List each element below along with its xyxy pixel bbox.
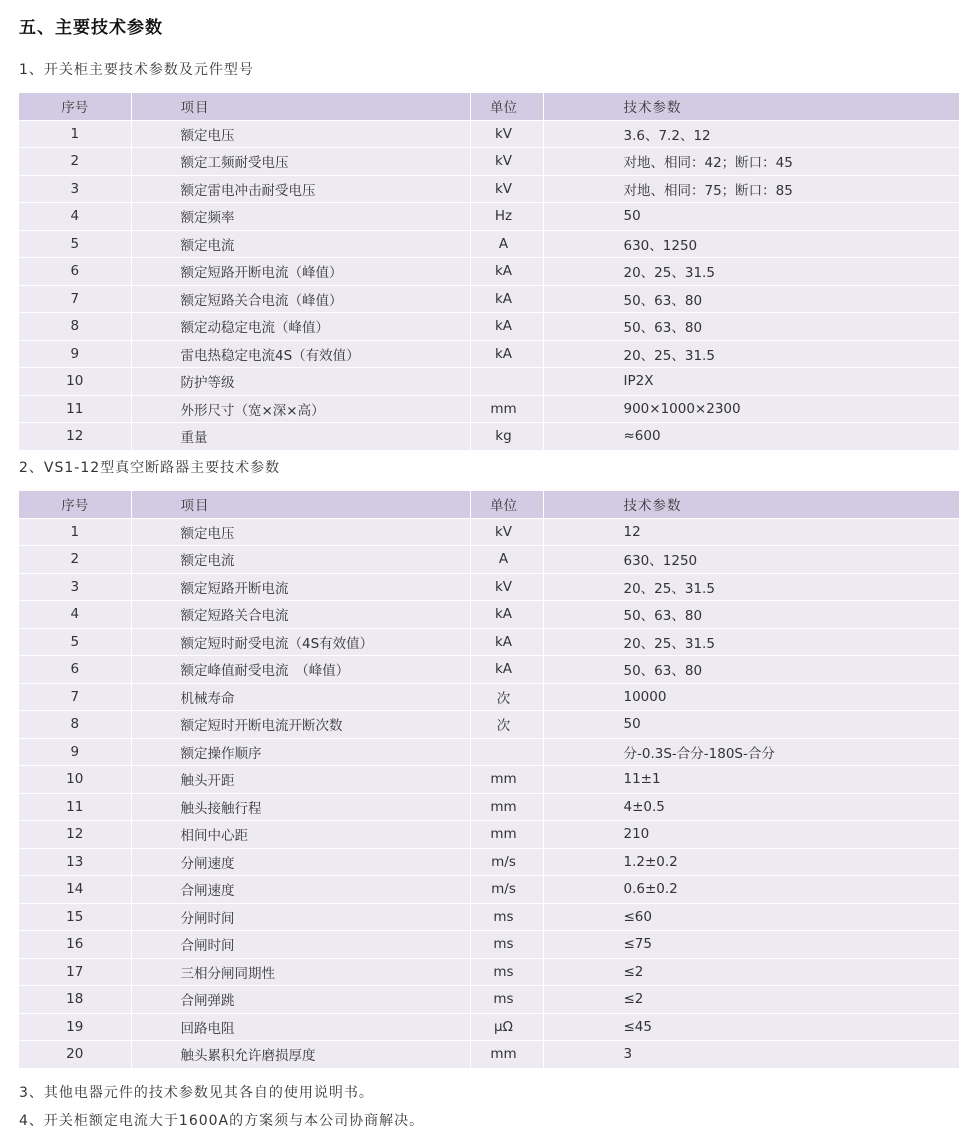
row-item: 额定电压 [131,518,470,546]
row-no: 11 [19,793,131,821]
table-header-row [19,491,959,518]
page-heading: 五、主要技术参数 [19,18,163,38]
row-param: 50、63、80 [543,656,959,684]
table-row [19,958,959,986]
row-no: 12 [19,423,131,450]
row-no: 13 [19,848,131,876]
row-unit: ms [470,986,543,1014]
row-no: 19 [19,1013,131,1041]
row-param: ≤45 [543,1013,959,1041]
switchgear-params-table [19,93,959,450]
row-unit: m/s [470,848,543,876]
row-no: 3 [19,175,131,203]
row-item: 机械寿命 [131,683,470,711]
table-row [19,258,959,286]
table-row [19,1041,959,1068]
row-unit: A [470,230,543,258]
row-unit: kV [470,120,543,148]
row-unit: mm [470,793,543,821]
row-unit: kA [470,313,543,341]
row-unit: A [470,546,543,574]
row-param: 对地、相同：75；断口：85 [543,175,959,203]
table-row [19,230,959,258]
row-unit: ms [470,931,543,959]
table-row [19,931,959,959]
row-item: 合闸弹跳 [131,986,470,1014]
row-unit: μΩ [470,1013,543,1041]
row-unit: kV [470,573,543,601]
row-item: 防护等级 [131,368,470,396]
note-4: 4、开关柜额定电流大于1600A的方案须与本公司协商解决。 [19,1113,425,1129]
col-header-no: 序号 [19,93,131,120]
table-row [19,175,959,203]
row-unit: kV [470,175,543,203]
row-item: 额定短路关合电流 [131,601,470,629]
row-no: 10 [19,368,131,396]
row-param: 11±1 [543,766,959,794]
row-param: 4±0.5 [543,793,959,821]
row-no: 8 [19,711,131,739]
table-row [19,423,959,450]
row-item: 额定电压 [131,120,470,148]
table-row [19,203,959,231]
row-unit: mm [470,1041,543,1068]
row-unit: kV [470,148,543,176]
table-row [19,848,959,876]
table-row [19,368,959,396]
row-param: ≤2 [543,986,959,1014]
row-item: 额定短路开断电流 [131,573,470,601]
row-item: 分闸速度 [131,848,470,876]
table-header-row [19,93,959,120]
table-row [19,601,959,629]
row-item: 额定短时开断电流开断次数 [131,711,470,739]
row-no: 10 [19,766,131,794]
row-no: 9 [19,340,131,368]
row-param: 210 [543,821,959,849]
row-item: 额定动稳定电流（峰值） [131,313,470,341]
table-row [19,903,959,931]
table-row [19,518,959,546]
row-no: 5 [19,230,131,258]
table-row [19,573,959,601]
row-item: 分闸时间 [131,903,470,931]
col-header-unit: 单位 [470,93,543,120]
row-param: 50、63、80 [543,313,959,341]
row-unit: kg [470,423,543,450]
table-row [19,986,959,1014]
row-item: 触头接触行程 [131,793,470,821]
col-header-param: 技术参数 [543,93,959,120]
row-no: 9 [19,738,131,766]
row-no: 20 [19,1041,131,1068]
row-param: 900×1000×2300 [543,395,959,423]
table-row [19,340,959,368]
row-param: ≤75 [543,931,959,959]
row-no: 12 [19,821,131,849]
row-param: 20、25、31.5 [543,628,959,656]
row-unit: 次 [470,683,543,711]
row-param: 630、1250 [543,230,959,258]
row-unit: kA [470,656,543,684]
row-unit [470,738,543,766]
row-no: 7 [19,683,131,711]
row-param: 630、1250 [543,546,959,574]
row-item: 外形尺寸（宽×深×高） [131,395,470,423]
row-param: 1.2±0.2 [543,848,959,876]
row-no: 18 [19,986,131,1014]
table-row [19,821,959,849]
table-row [19,546,959,574]
table-row [19,313,959,341]
col-header-unit: 单位 [470,491,543,518]
row-item: 合闸速度 [131,876,470,904]
row-unit: kA [470,601,543,629]
row-no: 5 [19,628,131,656]
row-item: 额定峰值耐受电流 （峰值） [131,656,470,684]
table-row [19,1013,959,1041]
table-row [19,683,959,711]
table-row [19,120,959,148]
row-item: 触头累积允许磨损厚度 [131,1041,470,1068]
row-unit: kA [470,285,543,313]
row-param: IP2X [543,368,959,396]
row-no: 1 [19,518,131,546]
row-unit: kV [470,518,543,546]
table-row [19,876,959,904]
row-item: 额定短时耐受电流（4S有效值） [131,628,470,656]
row-item: 额定操作顺序 [131,738,470,766]
row-param: 3.6、7.2、12 [543,120,959,148]
row-param: ≤2 [543,958,959,986]
table-row [19,628,959,656]
row-no: 6 [19,656,131,684]
row-param: 50、63、80 [543,285,959,313]
row-param: 分-0.3S-合分-180S-合分 [543,738,959,766]
row-item: 触头开距 [131,766,470,794]
row-no: 14 [19,876,131,904]
table-row [19,148,959,176]
row-no: 4 [19,203,131,231]
col-header-item: 项目 [131,491,470,518]
row-item: 额定电流 [131,230,470,258]
row-no: 1 [19,120,131,148]
row-unit: ms [470,903,543,931]
row-unit [470,368,543,396]
section2-title: 2、VS1-12型真空断路器主要技术参数 [19,460,281,476]
row-unit: mm [470,821,543,849]
row-no: 4 [19,601,131,629]
row-item: 重量 [131,423,470,450]
table-row [19,285,959,313]
table-row [19,395,959,423]
row-unit: mm [470,395,543,423]
row-no: 8 [19,313,131,341]
row-no: 3 [19,573,131,601]
row-no: 2 [19,148,131,176]
row-item: 额定电流 [131,546,470,574]
row-param: 0.6±0.2 [543,876,959,904]
row-unit: ms [470,958,543,986]
table-row [19,738,959,766]
row-unit: kA [470,628,543,656]
row-param: 20、25、31.5 [543,340,959,368]
row-item: 合闸时间 [131,931,470,959]
row-item: 额定短路关合电流（峰值） [131,285,470,313]
row-param: 20、25、31.5 [543,573,959,601]
section1-title: 1、开关柜主要技术参数及元件型号 [19,62,254,78]
row-no: 7 [19,285,131,313]
table-row [19,711,959,739]
row-param: 20、25、31.5 [543,258,959,286]
row-item: 额定频率 [131,203,470,231]
table-row [19,656,959,684]
row-unit: kA [470,258,543,286]
col-header-item: 项目 [131,93,470,120]
row-param: 对地、相同：42；断口：45 [543,148,959,176]
row-unit: m/s [470,876,543,904]
col-header-no: 序号 [19,491,131,518]
row-item: 额定雷电冲击耐受电压 [131,175,470,203]
row-no: 2 [19,546,131,574]
row-unit: kA [470,340,543,368]
row-item: 三相分闸同期性 [131,958,470,986]
row-unit: 次 [470,711,543,739]
row-param: 50 [543,203,959,231]
note-3: 3、其他电器元件的技术参数见其各自的使用说明书。 [19,1085,374,1101]
row-param: 12 [543,518,959,546]
row-item: 相间中心距 [131,821,470,849]
row-param: 50、63、80 [543,601,959,629]
row-unit: Hz [470,203,543,231]
row-param: 10000 [543,683,959,711]
row-param: ≤60 [543,903,959,931]
col-header-param: 技术参数 [543,491,959,518]
row-item: 雷电热稳定电流4S（有效值） [131,340,470,368]
table-row [19,766,959,794]
row-item: 额定工频耐受电压 [131,148,470,176]
row-param: 50 [543,711,959,739]
row-no: 11 [19,395,131,423]
row-no: 17 [19,958,131,986]
row-unit: mm [470,766,543,794]
row-no: 6 [19,258,131,286]
row-item: 额定短路开断电流（峰值） [131,258,470,286]
breaker-params-table [19,491,959,1068]
row-no: 15 [19,903,131,931]
row-no: 16 [19,931,131,959]
row-item: 回路电阻 [131,1013,470,1041]
row-param: 3 [543,1041,959,1068]
row-param: ≈600 [543,423,959,450]
table-row [19,793,959,821]
